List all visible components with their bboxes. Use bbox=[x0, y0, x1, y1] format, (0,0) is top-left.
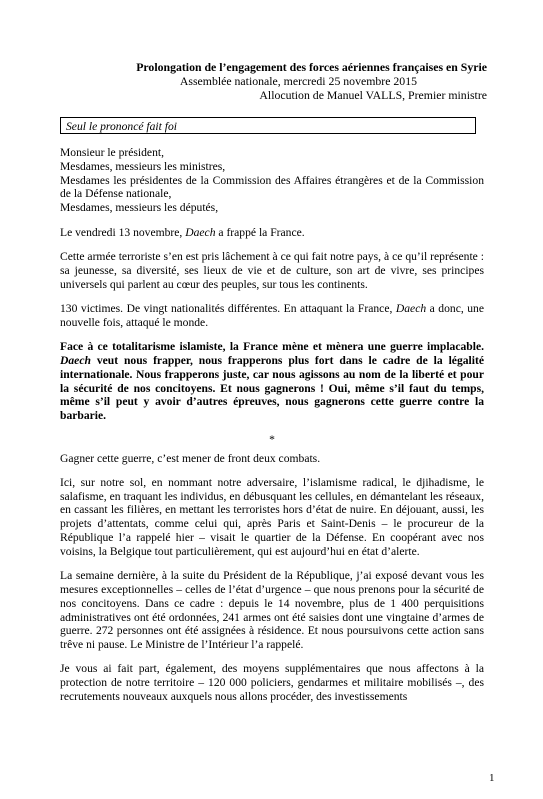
paragraph bbox=[60, 226, 484, 240]
section-separator: * bbox=[269, 432, 275, 446]
text-run: a frappé la France. bbox=[215, 225, 305, 239]
text-run: Le vendredi 13 novembre, bbox=[60, 225, 186, 239]
text-run: 130 victimes. De vingt nationalités différentes. En attaquant la France, bbox=[60, 302, 396, 316]
text-run: veut nous frapper, nous frapperons plus fort dans le cadre de la légalité internationale. Nous frapperons juste, car nous agissons au nom de la liberté et pour la sécurité de nos concitoyens. Et nous gagnerons ! Oui, même s’il faut du temps, même s’il peut y avoir d’autres épreuves, nous gagnerons cette guerre contre la barbarie. bbox=[60, 354, 484, 423]
salutation-line: Monsieur le président, bbox=[60, 146, 164, 159]
emphasis-text: Daech bbox=[395, 302, 427, 316]
document-header bbox=[40, 60, 487, 102]
text-run: Face à ce totalitarisme islamiste, la France mène et mènera une guerre implacable. bbox=[60, 340, 484, 354]
emphasis-text: Daech bbox=[185, 225, 216, 239]
document-title: Prolongation de l’engagement des forces aériennes françaises en Syrie bbox=[136, 60, 487, 74]
speech-body bbox=[60, 146, 484, 704]
document-speaker: Allocution de Manuel VALLS, Premier ministre bbox=[259, 88, 487, 102]
paragraph: Je vous ai fait part, également, des moyens supplémentaires que nous affectons à la protection de notre territoire – 120 000 policiers, gendarmes et militaire mobilisés –, des recrutements nouveaux auxquels nous allons procéder, des investissements bbox=[60, 662, 484, 703]
bold-paragraph bbox=[60, 340, 484, 423]
salutation-line: Mesdames les présidentes de la Commission des Affaires étrangères et de la Commission de la Défense nationale, bbox=[60, 173, 484, 201]
salutation-line: Mesdames, messieurs les députés, bbox=[60, 201, 219, 215]
delivery-notice-box: Seul le prononcé fait foi bbox=[60, 117, 476, 134]
emphasis-text: Daech bbox=[60, 354, 91, 368]
paragraph: Cette armée terroriste s’en est pris lâchement à ce qui fait notre pays, à ce qu’il représente : sa jeunesse, sa diversité, ses lieux de vie et de culture, son art de vivre, ses principes universels qui parlent au cœur des peuples, sur tous les continents. bbox=[60, 250, 484, 291]
document-venue: Assemblée nationale, mercredi 25 novembre 2015 bbox=[179, 74, 417, 88]
salutation bbox=[60, 146, 484, 215]
page-number: 1 bbox=[489, 772, 495, 784]
paragraph: Ici, sur notre sol, en nommant notre adversaire, l’islamisme radical, le djihadisme, le salafisme, en traquant les individus, en débusquant les cellules, en démantelant les réseaux, en cassant les filières, en mettant les terroristes hors d’état de nuire. En déjouant, aussi, les projets d’attentats, comme celui qui, après Paris et Saint-Denis – le procureur de la République l’a rappelé hier – visait le quartier de la Défense. En coopérant avec nos voisins, la Belgique tout particulièrement, qui est aujourd’hui en état d’alerte. bbox=[60, 475, 484, 558]
salutation-line: Mesdames, messieurs les ministres, bbox=[60, 159, 226, 173]
paragraph: Gagner cette guerre, c’est mener de front deux combats. bbox=[60, 451, 321, 465]
paragraph bbox=[60, 302, 484, 330]
paragraph: La semaine dernière, à la suite du Président de la République, j’ai exposé devant vous les mesures exceptionnelles – celles de l’état d’urgence – que nous prenons pour la sécurité de nos concitoyens. Dans ce cadre : depuis le 14 novembre, plus de 1 400 perquisitions administratives ont été ordonnées, 241 armes ont été saisies dont une vingtaine d’armes de guerre. 272 personnes ont été assignées à résidence. Et nous poursuivons cette action sans trêve ni pause. Le Ministre de l’Intérieur l’a rappelé. bbox=[60, 569, 484, 652]
text-run: a donc, une nouvelle fois, attaqué le monde. bbox=[60, 302, 484, 329]
